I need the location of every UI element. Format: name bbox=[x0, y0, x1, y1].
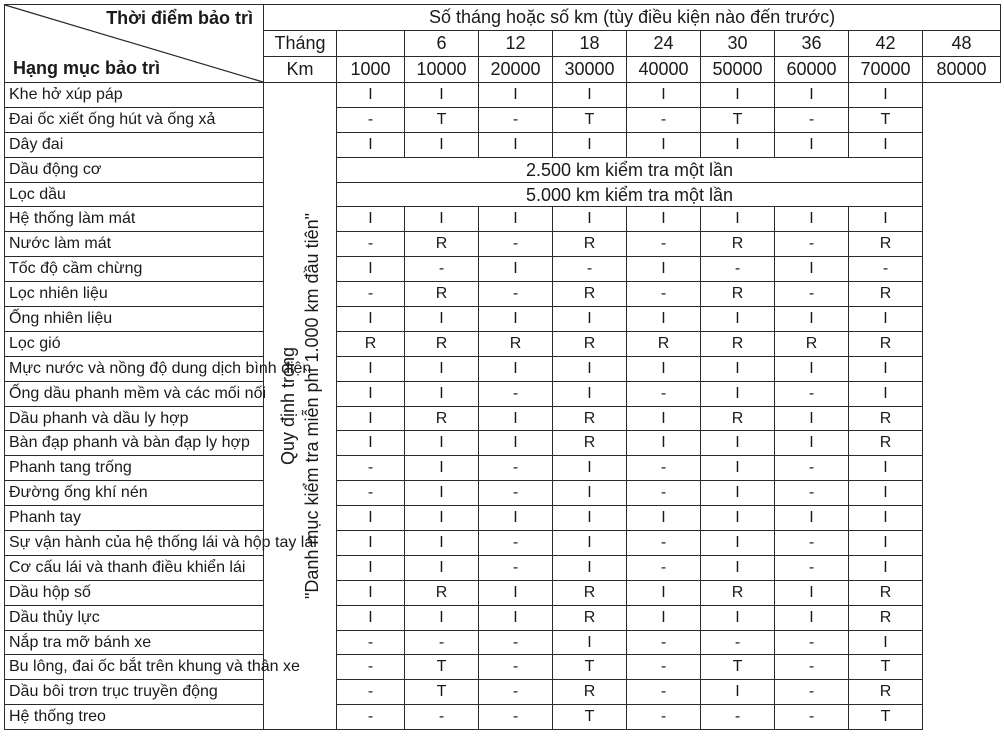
schedule-cell: I bbox=[701, 456, 775, 481]
schedule-cell: - bbox=[775, 107, 849, 132]
schedule-cell: I bbox=[553, 481, 627, 506]
schedule-cell: I bbox=[701, 531, 775, 556]
schedule-cell: I bbox=[701, 207, 775, 232]
schedule-cell: T bbox=[553, 655, 627, 680]
schedule-cell: R bbox=[849, 680, 923, 705]
km-label: Km bbox=[264, 57, 337, 83]
schedule-cell: I bbox=[553, 132, 627, 157]
schedule-cell: I bbox=[337, 555, 405, 580]
schedule-cell: I bbox=[627, 207, 701, 232]
schedule-cell: T bbox=[405, 680, 479, 705]
schedule-cell: - bbox=[337, 705, 405, 730]
schedule-cell: T bbox=[405, 107, 479, 132]
maintenance-item-label: Hạng mục bảo trì bbox=[13, 58, 161, 78]
schedule-cell: R bbox=[553, 580, 627, 605]
schedule-cell: I bbox=[337, 356, 405, 381]
schedule-cell: - bbox=[775, 705, 849, 730]
schedule-cell: I bbox=[849, 83, 923, 108]
km-first: 1000 bbox=[337, 57, 405, 83]
schedule-cell: I bbox=[627, 406, 701, 431]
schedule-cell: T bbox=[849, 705, 923, 730]
table-row bbox=[5, 83, 1001, 108]
schedule-cell: I bbox=[337, 605, 405, 630]
schedule-cell: - bbox=[405, 257, 479, 282]
maintenance-table bbox=[4, 4, 1001, 730]
schedule-cell: - bbox=[405, 705, 479, 730]
schedule-cell: R bbox=[849, 605, 923, 630]
schedule-cell: I bbox=[627, 257, 701, 282]
schedule-cell: R bbox=[701, 406, 775, 431]
table-row bbox=[5, 182, 1001, 207]
schedule-cell: R bbox=[553, 282, 627, 307]
item-name: Dầu phanh và dầu ly hợp bbox=[5, 406, 264, 431]
schedule-cell: - bbox=[701, 257, 775, 282]
schedule-cell: I bbox=[553, 630, 627, 655]
schedule-cell: - bbox=[627, 531, 701, 556]
schedule-cell: I bbox=[553, 356, 627, 381]
schedule-cell: R bbox=[553, 605, 627, 630]
schedule-cell: I bbox=[405, 307, 479, 332]
schedule-cell: I bbox=[627, 506, 701, 531]
schedule-cell: I bbox=[849, 207, 923, 232]
schedule-cell: - bbox=[479, 680, 553, 705]
schedule-cell: I bbox=[627, 356, 701, 381]
free-service-note bbox=[276, 213, 324, 599]
item-name: Nước làm mát bbox=[5, 232, 264, 257]
schedule-cell: T bbox=[553, 705, 627, 730]
table-row bbox=[5, 630, 1001, 655]
table-row bbox=[5, 605, 1001, 630]
schedule-cell: - bbox=[337, 107, 405, 132]
schedule-cell: - bbox=[775, 282, 849, 307]
km-7: 80000 bbox=[923, 57, 1001, 83]
schedule-cell: I bbox=[553, 531, 627, 556]
schedule-cell: I bbox=[337, 381, 405, 406]
schedule-cell: I bbox=[775, 406, 849, 431]
schedule-cell: - bbox=[337, 456, 405, 481]
schedule-cell: - bbox=[479, 232, 553, 257]
month-2: 18 bbox=[553, 31, 627, 57]
schedule-cell: I bbox=[701, 132, 775, 157]
schedule-cell: I bbox=[553, 381, 627, 406]
schedule-cell: I bbox=[479, 207, 553, 232]
schedule-cell: - bbox=[627, 680, 701, 705]
schedule-cell: - bbox=[479, 630, 553, 655]
schedule-cell: I bbox=[405, 531, 479, 556]
schedule-cell: - bbox=[337, 282, 405, 307]
schedule-cell: - bbox=[479, 555, 553, 580]
schedule-cell: I bbox=[849, 381, 923, 406]
schedule-cell: I bbox=[405, 605, 479, 630]
schedule-cell: I bbox=[701, 680, 775, 705]
schedule-cell: I bbox=[775, 83, 849, 108]
table-row bbox=[5, 257, 1001, 282]
table-row bbox=[5, 705, 1001, 730]
schedule-cell: - bbox=[627, 705, 701, 730]
table-row bbox=[5, 580, 1001, 605]
table-row bbox=[5, 356, 1001, 381]
schedule-cell: - bbox=[553, 257, 627, 282]
item-name: Dầu bôi trơn trục truyền động bbox=[5, 680, 264, 705]
schedule-cell: I bbox=[627, 83, 701, 108]
schedule-cell: - bbox=[479, 531, 553, 556]
schedule-cell: I bbox=[405, 431, 479, 456]
schedule-cell: - bbox=[775, 531, 849, 556]
schedule-cell: I bbox=[701, 506, 775, 531]
table-row bbox=[5, 481, 1001, 506]
schedule-cell: T bbox=[849, 107, 923, 132]
schedule-cell: R bbox=[849, 406, 923, 431]
schedule-cell: T bbox=[405, 655, 479, 680]
schedule-cell: I bbox=[775, 356, 849, 381]
schedule-cell: - bbox=[479, 456, 553, 481]
schedule-cell: I bbox=[627, 605, 701, 630]
table-row bbox=[5, 381, 1001, 406]
schedule-cell: R bbox=[849, 431, 923, 456]
schedule-cell: I bbox=[337, 307, 405, 332]
item-name: Đường ống khí nén bbox=[5, 481, 264, 506]
km-4: 50000 bbox=[701, 57, 775, 83]
schedule-cell: R bbox=[701, 331, 775, 356]
schedule-cell: I bbox=[849, 307, 923, 332]
schedule-cell: I bbox=[479, 257, 553, 282]
schedule-cell: I bbox=[775, 605, 849, 630]
schedule-cell: R bbox=[405, 580, 479, 605]
schedule-cell: I bbox=[553, 456, 627, 481]
schedule-cell: I bbox=[775, 580, 849, 605]
schedule-cell: I bbox=[849, 506, 923, 531]
schedule-cell: T bbox=[701, 655, 775, 680]
item-name: Lọc nhiên liệu bbox=[5, 282, 264, 307]
header-corner-cell bbox=[5, 5, 264, 83]
schedule-cell: - bbox=[337, 680, 405, 705]
month-first-blank bbox=[337, 31, 405, 57]
schedule-cell: - bbox=[775, 655, 849, 680]
schedule-cell: I bbox=[479, 132, 553, 157]
schedule-cell: - bbox=[337, 232, 405, 257]
item-name: Dầu hộp số bbox=[5, 580, 264, 605]
schedule-cell: - bbox=[701, 630, 775, 655]
schedule-cell: - bbox=[775, 555, 849, 580]
km-6: 70000 bbox=[849, 57, 923, 83]
km-5: 60000 bbox=[775, 57, 849, 83]
item-name: Phanh tang trống bbox=[5, 456, 264, 481]
interval-note: 5.000 km kiểm tra một lần bbox=[337, 182, 923, 207]
schedule-cell: R bbox=[405, 406, 479, 431]
schedule-cell: I bbox=[775, 506, 849, 531]
schedule-cell: I bbox=[337, 132, 405, 157]
schedule-cell: - bbox=[627, 107, 701, 132]
schedule-cell: I bbox=[405, 83, 479, 108]
schedule-cell: - bbox=[775, 232, 849, 257]
schedule-cell: I bbox=[553, 506, 627, 531]
schedule-cell: I bbox=[479, 356, 553, 381]
schedule-cell: I bbox=[479, 83, 553, 108]
schedule-cell: R bbox=[849, 331, 923, 356]
schedule-cell: R bbox=[405, 331, 479, 356]
schedule-cell: R bbox=[553, 431, 627, 456]
schedule-cell: I bbox=[337, 431, 405, 456]
table-row bbox=[5, 431, 1001, 456]
schedule-cell: I bbox=[337, 83, 405, 108]
schedule-cell: I bbox=[405, 356, 479, 381]
item-name: Bu lông, đai ốc bắt trên khung và thân xe bbox=[5, 655, 264, 680]
schedule-cell: I bbox=[849, 555, 923, 580]
schedule-cell: I bbox=[775, 431, 849, 456]
schedule-cell: T bbox=[701, 107, 775, 132]
schedule-cell: - bbox=[479, 481, 553, 506]
schedule-cell: I bbox=[405, 506, 479, 531]
schedule-cell: I bbox=[775, 257, 849, 282]
schedule-cell: - bbox=[337, 655, 405, 680]
schedule-cell: - bbox=[627, 282, 701, 307]
schedule-cell: I bbox=[479, 307, 553, 332]
schedule-cell: R bbox=[849, 580, 923, 605]
km-3: 40000 bbox=[627, 57, 701, 83]
table-row bbox=[5, 655, 1001, 680]
table-row bbox=[5, 207, 1001, 232]
schedule-cell: I bbox=[701, 555, 775, 580]
schedule-cell: R bbox=[701, 580, 775, 605]
item-name: Hệ thống treo bbox=[5, 705, 264, 730]
schedule-cell: I bbox=[627, 580, 701, 605]
schedule-cell: T bbox=[849, 655, 923, 680]
schedule-cell: I bbox=[479, 605, 553, 630]
month-0: 6 bbox=[405, 31, 479, 57]
schedule-cell: - bbox=[849, 257, 923, 282]
schedule-cell: I bbox=[701, 605, 775, 630]
maintenance-time-label: Thời điểm bảo trì bbox=[106, 8, 253, 28]
schedule-cell: I bbox=[849, 531, 923, 556]
item-name: Nắp tra mỡ bánh xe bbox=[5, 630, 264, 655]
item-name: Bàn đạp phanh và bàn đạp ly hợp bbox=[5, 431, 264, 456]
schedule-cell: R bbox=[553, 680, 627, 705]
schedule-cell: I bbox=[337, 406, 405, 431]
schedule-cell: R bbox=[553, 406, 627, 431]
schedule-cell: I bbox=[553, 83, 627, 108]
schedule-cell: I bbox=[701, 356, 775, 381]
schedule-cell: - bbox=[405, 630, 479, 655]
schedule-cell: I bbox=[405, 132, 479, 157]
schedule-cell: - bbox=[479, 655, 553, 680]
item-name: Phanh tay bbox=[5, 506, 264, 531]
schedule-cell: - bbox=[775, 481, 849, 506]
schedule-cell: - bbox=[627, 655, 701, 680]
item-name: Mực nước và nồng độ dung dịch bình điện bbox=[5, 356, 264, 381]
free-service-note-cell bbox=[264, 83, 337, 730]
schedule-cell: I bbox=[849, 630, 923, 655]
table-row bbox=[5, 157, 1001, 182]
month-7: 48 bbox=[923, 31, 1001, 57]
schedule-cell: I bbox=[849, 132, 923, 157]
schedule-cell: I bbox=[405, 481, 479, 506]
schedule-cell: I bbox=[479, 406, 553, 431]
schedule-cell: I bbox=[405, 456, 479, 481]
month-label: Tháng bbox=[264, 31, 337, 57]
schedule-cell: R bbox=[701, 282, 775, 307]
item-name: Dầu động cơ bbox=[5, 157, 264, 182]
table-row bbox=[5, 282, 1001, 307]
schedule-cell: R bbox=[479, 331, 553, 356]
schedule-cell: - bbox=[627, 630, 701, 655]
month-4: 30 bbox=[701, 31, 775, 57]
schedule-cell: R bbox=[775, 331, 849, 356]
schedule-cell: I bbox=[337, 531, 405, 556]
item-name: Lọc gió bbox=[5, 331, 264, 356]
table-row bbox=[5, 456, 1001, 481]
schedule-cell: - bbox=[479, 705, 553, 730]
schedule-cell: I bbox=[337, 506, 405, 531]
table-row bbox=[5, 555, 1001, 580]
item-name: Dây đai bbox=[5, 132, 264, 157]
item-name: Ống nhiên liệu bbox=[5, 307, 264, 332]
item-name: Đai ốc xiết ống hút và ống xả bbox=[5, 107, 264, 132]
schedule-cell: I bbox=[553, 555, 627, 580]
schedule-cell: I bbox=[627, 132, 701, 157]
item-name: Cơ cấu lái và thanh điều khiển lái bbox=[5, 555, 264, 580]
schedule-cell: I bbox=[627, 307, 701, 332]
schedule-cell: - bbox=[627, 381, 701, 406]
table-row bbox=[5, 506, 1001, 531]
schedule-cell: I bbox=[849, 456, 923, 481]
km-0: 10000 bbox=[405, 57, 479, 83]
schedule-cell: R bbox=[849, 282, 923, 307]
schedule-cell: R bbox=[337, 331, 405, 356]
schedule-cell: I bbox=[701, 83, 775, 108]
schedule-cell: I bbox=[479, 431, 553, 456]
schedule-cell: T bbox=[553, 107, 627, 132]
item-name: Khe hở xúp páp bbox=[5, 83, 264, 108]
table-row bbox=[5, 331, 1001, 356]
table-row bbox=[5, 132, 1001, 157]
item-name: Ống dầu phanh mềm và các mối nối bbox=[5, 381, 264, 406]
schedule-cell: R bbox=[849, 232, 923, 257]
free-service-note-line2: "Danh mục kiểm tra miễn phí 1.000 km đầu tiên" bbox=[302, 213, 322, 600]
schedule-cell: - bbox=[701, 705, 775, 730]
item-name: Hệ thống làm mát bbox=[5, 207, 264, 232]
schedule-cell: I bbox=[701, 431, 775, 456]
schedule-cell: I bbox=[701, 481, 775, 506]
schedule-cell: - bbox=[627, 555, 701, 580]
table-row bbox=[5, 107, 1001, 132]
schedule-cell: - bbox=[479, 381, 553, 406]
schedule-cell: R bbox=[405, 282, 479, 307]
free-service-note-line1: Quy định trong bbox=[278, 347, 298, 466]
item-name: Sự vận hành của hệ thống lái và hộp tay lái bbox=[5, 531, 264, 556]
month-5: 36 bbox=[775, 31, 849, 57]
schedule-cell: I bbox=[775, 307, 849, 332]
schedule-cell: - bbox=[337, 630, 405, 655]
schedule-cell: I bbox=[337, 580, 405, 605]
schedule-cell: - bbox=[775, 381, 849, 406]
schedule-cell: I bbox=[775, 132, 849, 157]
schedule-cell: I bbox=[405, 207, 479, 232]
item-name: Lọc dầu bbox=[5, 182, 264, 207]
km-1: 20000 bbox=[479, 57, 553, 83]
item-name: Tốc độ cầm chừng bbox=[5, 257, 264, 282]
schedule-cell: I bbox=[627, 431, 701, 456]
schedule-cell: I bbox=[405, 381, 479, 406]
schedule-cell: - bbox=[627, 456, 701, 481]
schedule-cell: - bbox=[337, 481, 405, 506]
table-row bbox=[5, 232, 1001, 257]
month-1: 12 bbox=[479, 31, 553, 57]
schedule-cell: I bbox=[405, 555, 479, 580]
table-row bbox=[5, 531, 1001, 556]
table-row bbox=[5, 307, 1001, 332]
schedule-cell: I bbox=[553, 207, 627, 232]
table-row bbox=[5, 406, 1001, 431]
schedule-cell: I bbox=[337, 257, 405, 282]
schedule-cell: - bbox=[627, 481, 701, 506]
schedule-cell: - bbox=[775, 456, 849, 481]
schedule-cell: I bbox=[849, 481, 923, 506]
table-row bbox=[5, 680, 1001, 705]
schedule-cell: I bbox=[337, 207, 405, 232]
schedule-cell: I bbox=[701, 381, 775, 406]
schedule-cell: R bbox=[405, 232, 479, 257]
schedule-cell: - bbox=[479, 282, 553, 307]
item-name: Dầu thủy lực bbox=[5, 605, 264, 630]
schedule-cell: - bbox=[775, 630, 849, 655]
schedule-cell: R bbox=[627, 331, 701, 356]
schedule-cell: - bbox=[775, 680, 849, 705]
schedule-cell: I bbox=[553, 307, 627, 332]
km-2: 30000 bbox=[553, 57, 627, 83]
month-6: 42 bbox=[849, 31, 923, 57]
interval-title: Số tháng hoặc số km (tùy điều kiện nào đến trước) bbox=[264, 5, 1001, 31]
schedule-cell: I bbox=[479, 506, 553, 531]
schedule-cell: I bbox=[775, 207, 849, 232]
month-3: 24 bbox=[627, 31, 701, 57]
maintenance-schedule bbox=[4, 4, 1000, 734]
schedule-cell: R bbox=[553, 331, 627, 356]
schedule-cell: - bbox=[479, 107, 553, 132]
schedule-cell: R bbox=[701, 232, 775, 257]
schedule-cell: I bbox=[701, 307, 775, 332]
schedule-cell: R bbox=[553, 232, 627, 257]
schedule-cell: I bbox=[479, 580, 553, 605]
schedule-cell: - bbox=[627, 232, 701, 257]
interval-note: 2.500 km kiểm tra một lần bbox=[337, 157, 923, 182]
schedule-cell: I bbox=[849, 356, 923, 381]
